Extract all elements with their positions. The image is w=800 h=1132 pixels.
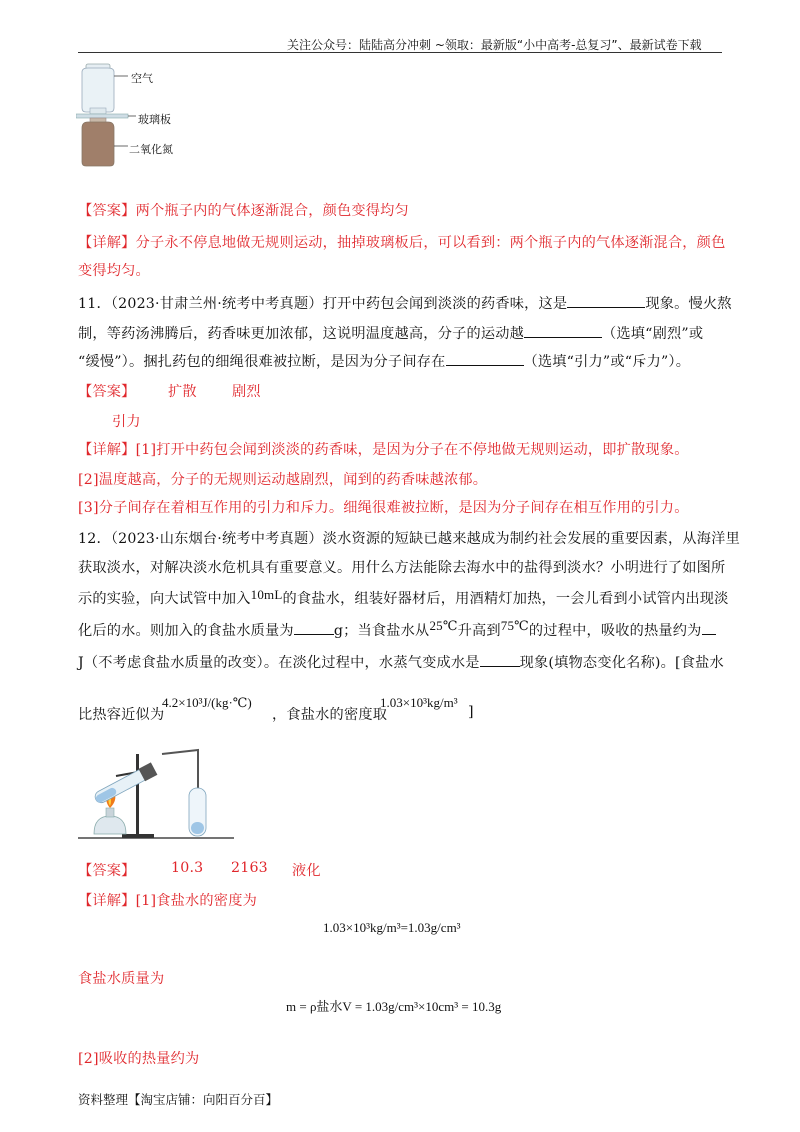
q12-answer: 【答案】 xyxy=(78,863,136,879)
q12-detail-1: 【详解】[1]食盐水的密度为 xyxy=(78,893,257,909)
q10-answer: 【答案】两个瓶子内的气体逐渐混合，颜色变得均匀 xyxy=(78,203,409,219)
q12-answer-1: 10.3 xyxy=(171,860,204,876)
equation-density: 1.03×10³kg/m³=1.03g/cm³ xyxy=(323,920,461,935)
q12-line6-mid: ，食盐水的密度取 xyxy=(272,707,388,723)
q11-line1: 11．（2023·甘肃兰州·统考中考真题）打开中药包会闻到淡淡的药香味，这是 现象。慢火熬 xyxy=(78,296,732,312)
label-air: 空气 xyxy=(131,72,153,85)
q11-answer-2: 剧烈 xyxy=(232,384,261,400)
q12-line5: J（不考虑食盐水质量的改变）。在淡化过程中，水蒸气变成水是 现象(填物态变化名称)。[食盐水 xyxy=(78,655,724,671)
specific-heat-value: 4.2×10³J/(kg·℃) xyxy=(162,695,252,710)
mass-label: 食盐水质量为 xyxy=(78,971,165,987)
q11-line2: 制，等药汤沸腾后，药香味更加浓郁，这说明温度越高，分子的运动越 （选填“剧烈”或 xyxy=(78,326,704,342)
q10-detail-line2: 变得均匀。 xyxy=(78,263,150,279)
q12-line4: 化后的水。则加入的食盐水质量为 g；当食盐水从25℃升高到75℃的过程中，吸收的热量约为 xyxy=(78,620,716,640)
q12-line3: 示的实验，向大试管中加入10mL的食盐水，组装好器材后，用酒精灯加热，一会儿看到小试管内出现淡 xyxy=(78,587,729,607)
q12-answer-2: 2163 xyxy=(231,860,268,876)
density-value: 1.03×10³kg/m³ xyxy=(380,695,458,710)
q12-line6: 比热容近似为 xyxy=(78,707,165,723)
q12-line6-end: ] xyxy=(468,704,474,720)
q11-detail-2: [2]温度越高，分子的无规则运动越剧烈，闻到的药香味越浓郁。 xyxy=(78,472,488,488)
heat-label: [2]吸收的热量约为 xyxy=(78,1051,200,1067)
label-glass-plate: 玻璃板 xyxy=(138,113,171,126)
q11-detail-3: [3]分子间存在着相互作用的引力和斥力。细绳很难被拉断，是因为分子间存在相互作用的引力。 xyxy=(78,500,689,516)
label-no2: 二氧化氮 xyxy=(129,143,173,156)
q10-detail-line1: 【详解】分子永不停息地做无规则运动，抽掉玻璃板后，可以看到：两个瓶子内的气体逐渐混合，颜色 xyxy=(78,235,726,251)
q12-answer-3: 液化 xyxy=(292,863,321,879)
q11-line3: “缓慢”）。捆扎药包的细绳很难被拉断，是因为分子间存在 （选填“引力”或“斥力”）。 xyxy=(78,354,691,370)
equation-mass: m = ρ盐水V = 1.03g/cm³×10cm³ = 10.3g xyxy=(286,999,502,1014)
distillation-apparatus-figure xyxy=(76,730,236,842)
q11-detail-1: 【详解】[1]打开中药包会闻到淡淡的药香味，是因为分子在不停地做无规则运动，即扩散现象。 xyxy=(78,442,689,458)
page-header: 关注公众号：陆陆高分冲刺 ~领取：最新版“小中高考-总复习”、最新试卷下载 xyxy=(287,38,702,52)
q11-answer-3: 引力 xyxy=(112,414,141,430)
header-rule xyxy=(78,52,722,53)
page-footer: 资料整理【淘宝店铺：向阳百分百】 xyxy=(78,1092,279,1107)
q12-line1: 12．（2023·山东烟台·统考中考真题）淡水资源的短缺已越来越成为制约社会发展的重要因素，从海洋里 xyxy=(78,531,740,547)
q11-answer-1: 扩散 xyxy=(168,384,197,400)
q12-line2: 获取淡水，对解决淡水危机具有重要意义。用什么方法能除去海水中的盐得到淡水？小明进行了如图所 xyxy=(78,560,726,576)
q11-answer: 【答案】 xyxy=(78,384,136,400)
